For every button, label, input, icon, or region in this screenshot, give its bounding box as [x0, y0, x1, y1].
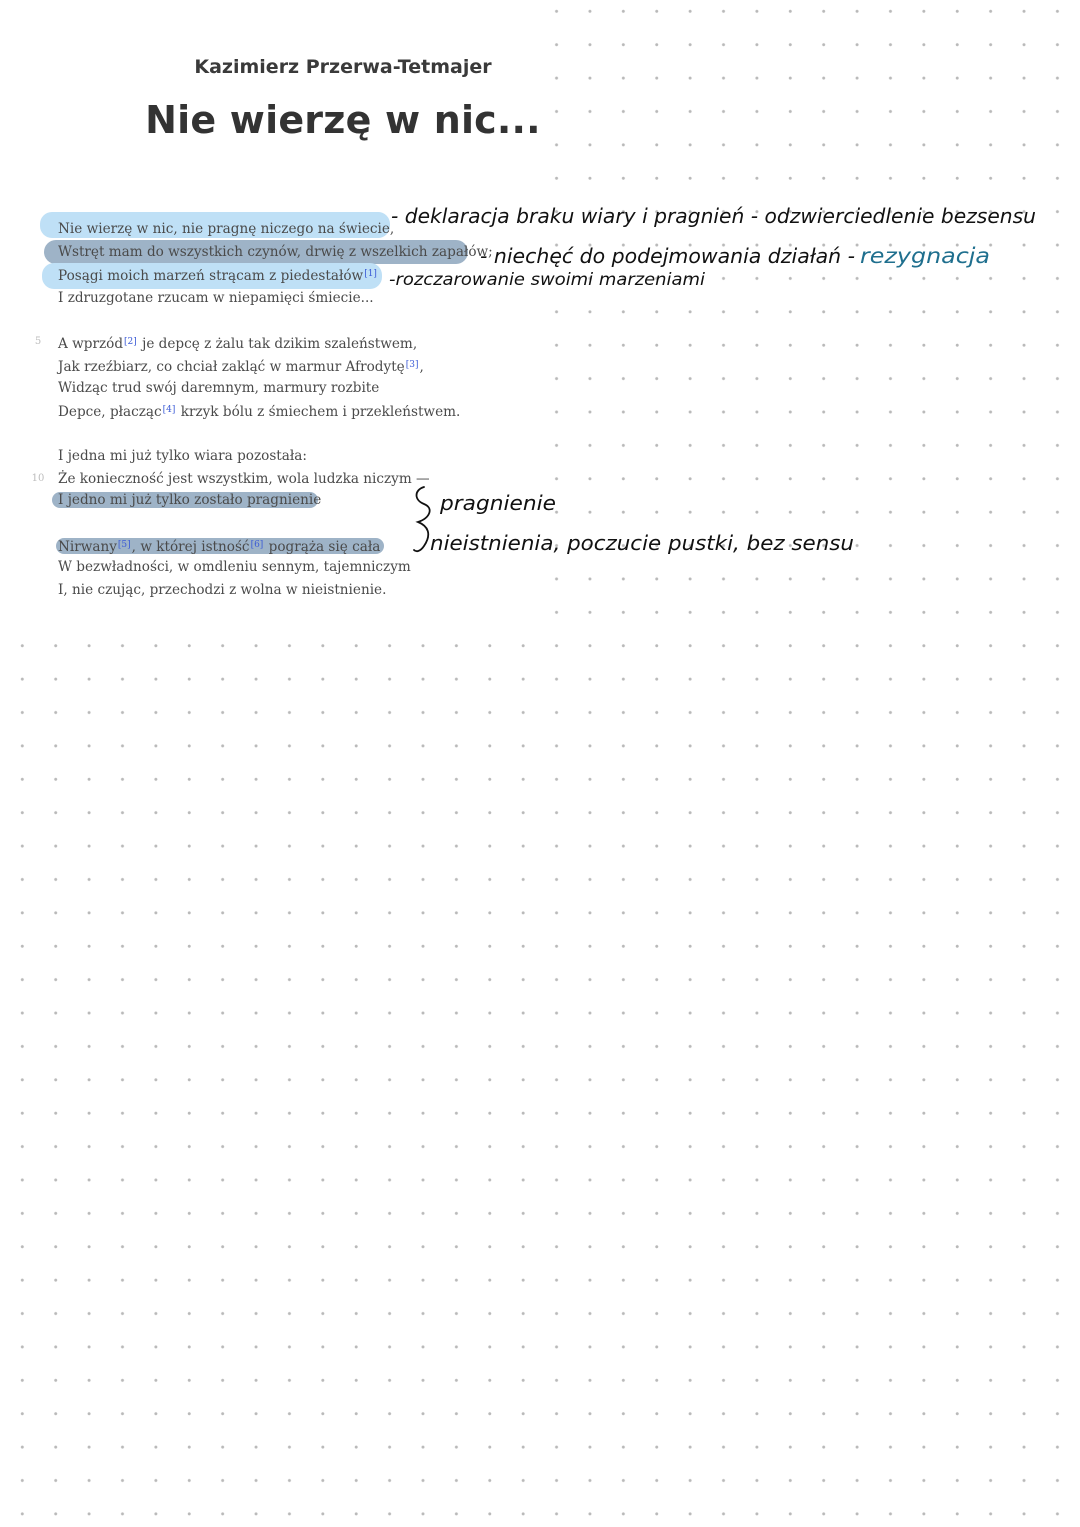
line-text: , w której istność: [131, 539, 250, 555]
poem-title: Nie wierzę w nic...: [145, 98, 541, 142]
poem-line: I jedno mi już tylko zostało pragnienie: [58, 492, 322, 508]
line-number-5: 5: [34, 336, 42, 347]
poem-line: I jedna mi już tylko wiara pozostała:: [58, 448, 307, 464]
note-nonexistence: nieistnienia, poczucie pustki, bez sensu: [430, 531, 854, 555]
note-disappointment: -rozczarowanie swoimi marzeniami: [389, 270, 706, 290]
note-desire: pragnienie: [438, 491, 556, 515]
poem-line: Nie wierzę w nic, nie pragnę niczego na świecie,: [58, 221, 395, 237]
line-text: ,: [419, 359, 424, 375]
line-text: Nirwany: [58, 539, 117, 555]
line-text: Depce, płacząc: [58, 404, 162, 420]
line-text: A wprzód: [58, 336, 124, 352]
poem-line: W bezwładności, w omdleniu sennym, tajemniczym: [58, 559, 411, 575]
line-text: je depcę z żalu tak dzikim szaleństwem,: [137, 336, 418, 352]
note-resignation: rezygnacja: [860, 244, 990, 268]
footnote-ref[interactable]: [4]: [162, 405, 176, 415]
poem-line: Widząc trud swój daremnym, marmury rozbite: [58, 380, 380, 396]
note-reluctance-text: - niechęć do podejmowania działań -: [480, 244, 855, 268]
line-number-10: 10: [31, 473, 45, 484]
footnote-ref[interactable]: [5]: [117, 540, 131, 550]
poem-line: I, nie czując, przechodzi z wolna w nieistnienie.: [58, 582, 387, 598]
line-text: pogrąża się cała: [264, 539, 381, 555]
curly-brace-mark: [414, 487, 430, 551]
poem-line: I zdruzgotane rzucam w niepamięci śmiecie...: [58, 290, 374, 306]
note-declaration: - deklaracja braku wiary i pragnień - odzwierciedlenie bezsensu: [391, 204, 1036, 228]
line-text: Jak rzeźbiarz, co chciał zakląć w marmur Afrodytę: [58, 359, 405, 375]
line-text: Posągi moich marzeń strącam z piedestałów: [58, 268, 364, 284]
footnote-ref[interactable]: [6]: [250, 540, 264, 550]
poem-line: Wstręt mam do wszystkich czynów, drwię z wszelkich zapałów;: [58, 244, 493, 260]
footnote-ref[interactable]: [3]: [405, 360, 419, 370]
line-text: krzyk bólu z śmiechem i przekleństwem.: [176, 404, 461, 420]
poem-author: Kazimierz Przerwa-Tetmajer: [194, 56, 492, 78]
note-reluctance: [480, 244, 990, 268]
poem-line: Że konieczność jest wszystkim, wola ludzka niczym —: [58, 471, 430, 487]
footnote-ref[interactable]: [1]: [364, 269, 377, 279]
footnote-ref[interactable]: [2]: [124, 337, 137, 347]
